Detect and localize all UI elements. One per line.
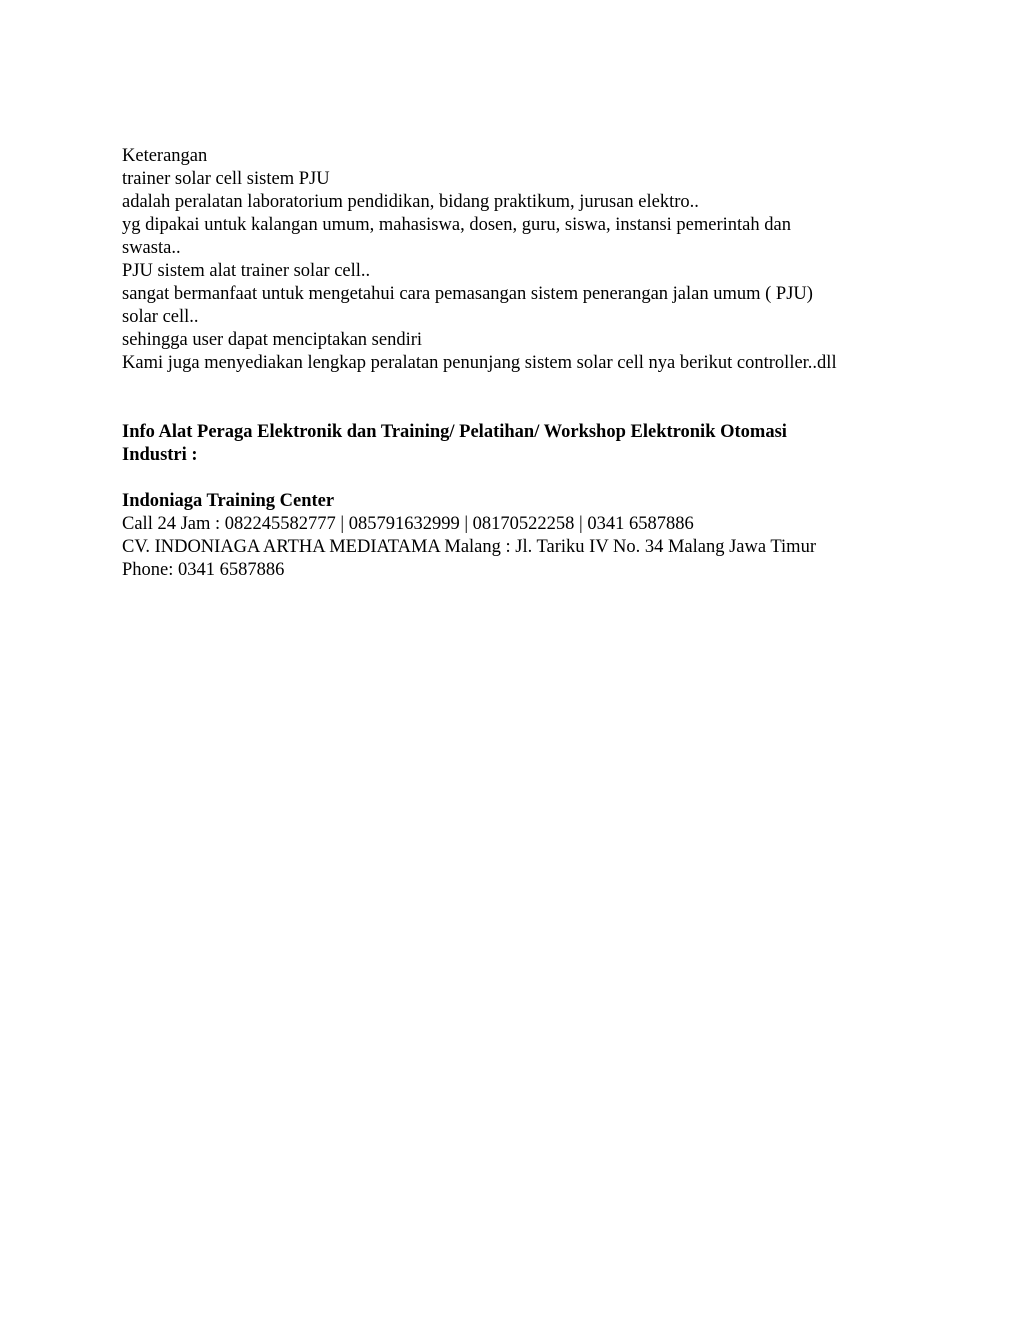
description-line: adalah peralatan laboratorium pendidikan, bidang praktikum, jurusan elektro.. (122, 192, 699, 212)
company-name: Indoniaga Training Center (122, 491, 335, 511)
document-content (122, 145, 912, 582)
description-line: Kami juga menyediakan lengkap peralatan penunjang sistem solar cell nya berikut controller..dll (122, 353, 837, 373)
spacer (122, 467, 912, 490)
spacer (122, 375, 912, 421)
info-heading-line: Info Alat Peraga Elektronik dan Training/ Pelatihan/ Workshop Elektronik Otomasi (122, 422, 787, 442)
info-heading (122, 421, 912, 467)
contact-block (122, 490, 912, 582)
info-heading-line: Industri : (122, 445, 198, 465)
description-line: swasta.. (122, 238, 181, 258)
description-line: yg dipakai untuk kalangan umum, mahasiswa, dosen, guru, siswa, instansi pemerintah dan (122, 215, 791, 235)
contact-call-line: Call 24 Jam : 082245582777 | 085791632999 | 08170522258 | 0341 6587886 (122, 514, 694, 534)
description-line: sehingga user dapat menciptakan sendiri (122, 330, 423, 350)
description-line: solar cell.. (122, 307, 199, 327)
description-line: sangat bermanfaat untuk mengetahui cara pemasangan sistem penerangan jalan umum ( PJU) (122, 284, 813, 304)
contact-phone-line: Phone: 0341 6587886 (122, 560, 285, 580)
description-title: Keterangan (122, 146, 208, 166)
description-block (122, 145, 912, 375)
description-line: trainer solar cell sistem PJU (122, 169, 330, 189)
description-line: PJU sistem alat trainer solar cell.. (122, 261, 371, 281)
contact-address-line: CV. INDONIAGA ARTHA MEDIATAMA Malang : Jl. Tariku IV No. 34 Malang Jawa Timur (122, 537, 816, 557)
